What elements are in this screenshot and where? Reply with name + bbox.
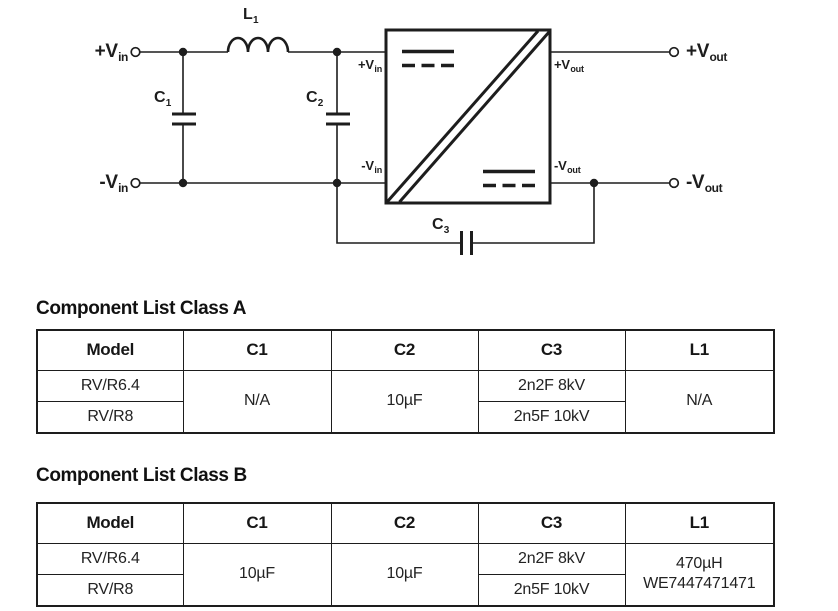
converter-pin-vout-pos-label (554, 57, 584, 74)
table-a-c3-cell: 2n2F 8kV (478, 370, 625, 401)
table-b-header-c1: C1 (183, 503, 331, 543)
table-a-model-cell: RV/R8 (37, 401, 183, 433)
table-a-header-c2: C2 (331, 330, 478, 370)
table-b-model-cell: RV/R8 (37, 574, 183, 606)
label-main: +V (358, 57, 374, 72)
label-sub: in (374, 165, 382, 175)
table-a-c2-cell: 10µF (331, 370, 478, 433)
vin-neg-terminal-label (40, 172, 128, 195)
table-a-model-cell: RV/R6.4 (37, 370, 183, 401)
label-main: C (305, 89, 318, 106)
table-a-c1-cell: N/A (183, 370, 331, 433)
table-a-header-model: Model (37, 330, 183, 370)
label-sub: in (118, 181, 128, 195)
table-b-header-model: Model (37, 503, 183, 543)
label-sub: in (118, 50, 128, 64)
label-main: C (432, 216, 444, 233)
label-main: +V (554, 57, 570, 72)
table-b-l1-partnumber: WE7447471471 (643, 575, 756, 593)
inductor-l1-coil (228, 38, 288, 52)
label-sub: out (709, 50, 727, 64)
label-sub: in (374, 64, 382, 74)
label-sub: 1 (165, 98, 171, 109)
converter-pin-vin-neg-label (324, 158, 382, 175)
table-b-header-c2: C2 (331, 503, 478, 543)
label-main: -V (99, 172, 118, 193)
label-sub: out (567, 165, 581, 175)
capacitor-c3-label (432, 216, 449, 236)
table-a-row-rvr64 (37, 370, 774, 401)
label-sub: 3 (443, 225, 450, 236)
component-table-class-b (36, 502, 775, 607)
vin-pos-terminal-label (40, 41, 128, 64)
table-b-model-cell: RV/R6.4 (37, 543, 183, 574)
table-a-header-l1: L1 (625, 330, 774, 370)
converter-pin-vin-pos-label (324, 57, 382, 74)
label-main: +V (686, 41, 709, 62)
table-a-header-c3: C3 (478, 330, 625, 370)
table-b-c3-cell: 2n2F 8kV (478, 543, 625, 574)
inductor-l1-label (243, 6, 258, 26)
table-a-header-c1: C1 (183, 330, 331, 370)
label-sub: 2 (317, 98, 323, 109)
vout-pos-terminal-label (686, 41, 727, 64)
label-main: -V (686, 172, 705, 193)
label-sub: out (570, 64, 584, 74)
label-main: -V (554, 158, 567, 173)
table-b-row-rvr64 (37, 543, 774, 574)
table-a-title: Component List Class A (36, 298, 247, 319)
table-a-c3-cell: 2n5F 10kV (478, 401, 625, 433)
table-b-c2-cell: 10µF (331, 543, 478, 606)
converter-pin-vout-neg-label (554, 158, 581, 175)
component-table-class-a (36, 329, 775, 434)
table-b-l1-cell (625, 543, 774, 606)
table-b-header-row (37, 503, 774, 543)
label-sub: 1 (252, 15, 259, 26)
vout-neg-terminal-label (686, 172, 722, 195)
label-main: C (153, 89, 166, 106)
table-b-header-c3: C3 (478, 503, 625, 543)
capacitor-c1-label (121, 89, 171, 109)
table-a-header-row (37, 330, 774, 370)
table-a-l1-cell: N/A (625, 370, 774, 433)
table-b-title: Component List Class B (36, 465, 247, 486)
label-main: +V (94, 41, 118, 62)
label-main: L (243, 6, 253, 23)
table-b-header-l1: L1 (625, 503, 774, 543)
capacitor-c2-label (273, 89, 323, 109)
label-sub: out (704, 181, 723, 195)
table-b-c3-cell: 2n5F 10kV (478, 574, 625, 606)
table-b-c1-cell: 10µF (183, 543, 331, 606)
table-b-l1-value: 470µH (676, 555, 723, 573)
capacitor-c1 (172, 52, 196, 183)
label-main: -V (361, 158, 374, 173)
